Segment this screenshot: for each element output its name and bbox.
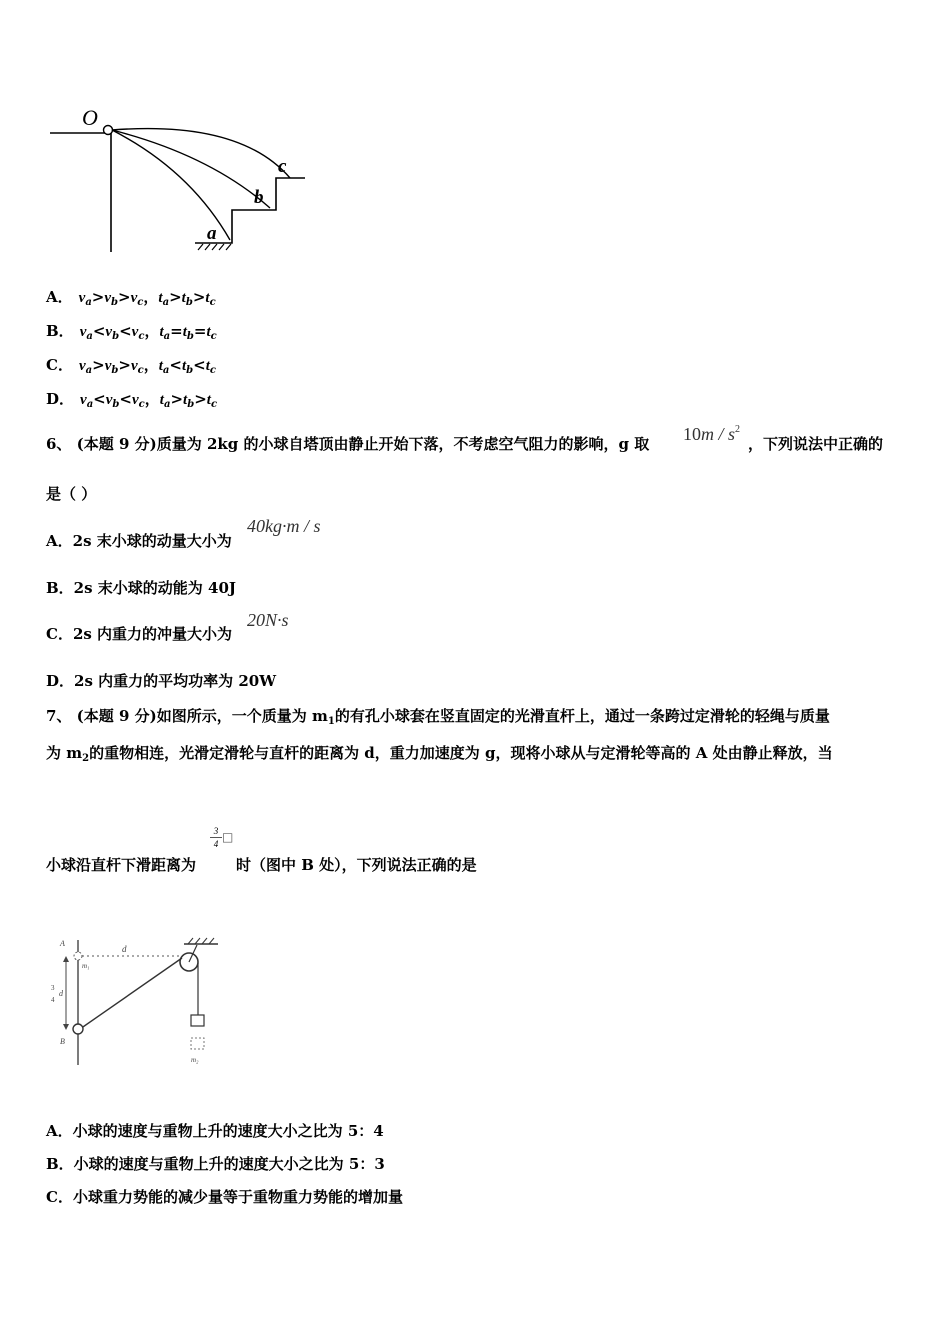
v-symbol: v [131, 324, 139, 340]
label-m1: m₁ [82, 962, 90, 970]
pulley-figure [42, 930, 242, 1070]
subscript-c: c [138, 331, 145, 342]
q6-option-b: B．2s 末小球的动能为 40J [46, 579, 236, 597]
rope-diagonal [80, 958, 182, 1029]
relation-operator: = [193, 322, 207, 340]
relation-operator: < [193, 356, 206, 374]
subscript-a: a [86, 331, 93, 342]
relation-operator: > [92, 356, 105, 374]
q7-stem-line1: 7、 (本题 9 分)如图所示，一个质量为 $m_1$的有孔小球套在竖直固定的光滑直杆上，通过一条跨过定滑轮的轻绳与质量 [46, 707, 830, 727]
arrow-34d-top [63, 956, 69, 962]
q6-option-c: C．2s 内重力的冲量大小为 [46, 625, 233, 643]
q7-option-a: A．小球的速度与重物上升的速度大小之比为 5：4 [46, 1122, 384, 1140]
label-d: d [122, 944, 127, 954]
v-symbol: v [105, 392, 113, 408]
subscript-b: b [185, 297, 193, 308]
relation-operator: < [119, 390, 132, 408]
ground-hatch [198, 244, 231, 250]
subscript-a: a [162, 297, 170, 308]
relation-operator: < [169, 356, 182, 374]
q5-option-a [46, 287, 216, 313]
t-symbol: t [158, 358, 163, 374]
t-symbol: t [206, 324, 211, 340]
t-symbol: t [159, 392, 164, 408]
t-symbol: t [183, 392, 188, 408]
v-symbol: v [78, 358, 86, 374]
q6-stem-part2: ，下列说法中正确的 [748, 435, 884, 453]
t-symbol: t [158, 290, 163, 306]
v-symbol: v [78, 290, 86, 306]
subscript-a: a [163, 399, 171, 410]
weight-m2-dashed [191, 1038, 204, 1049]
subscript-c: c [210, 399, 218, 410]
relation-operator: < [93, 390, 106, 408]
q7-fraction-box: □ [222, 830, 234, 844]
q6-stem-line1 [46, 434, 649, 454]
projectile-figure [40, 100, 320, 260]
weight-m2 [191, 1015, 204, 1026]
subscript-a: a [86, 399, 94, 410]
q7-stem-line2: 为 $m_2$的重物相连，光滑定滑轮与直杆的距离为 d，重力加速度为 g，现将小球从与定滑轮等高的 A 处由静止释放，当 [46, 744, 833, 764]
label-a: a [207, 223, 217, 244]
separator: ， [144, 390, 160, 408]
subscript-a: a [85, 365, 93, 376]
subscript-c: c [210, 331, 217, 342]
relation-operator: < [92, 322, 106, 340]
t-symbol: t [182, 324, 187, 340]
q7-option-c: C．小球重力势能的减少量等于重物重力势能的增加量 [46, 1188, 403, 1206]
label-A: A [60, 939, 65, 948]
subscript-b: b [111, 297, 119, 308]
relation-operator: < [119, 322, 132, 340]
ball-a-position [74, 952, 82, 960]
subscript-a: a [163, 331, 171, 342]
q6-option-c-math: 20N·s [247, 610, 289, 630]
q5-option-d [46, 389, 217, 415]
relation-operator: > [118, 288, 131, 306]
relation-operator: > [194, 390, 207, 408]
separator: ， [144, 322, 160, 340]
q6-option-d: D．2s 内重力的平均功率为 20W [46, 672, 277, 690]
separator: ， [143, 356, 159, 374]
t-symbol: t [159, 324, 164, 340]
q6-stem-part1: 6、 (本题 9 分)质量为 2kg 的小球自塔顶由静止开始下落，不考虑空气阻力的影响，g 取 [46, 435, 650, 453]
q7-option-b: B．小球的速度与重物上升的速度大小之比为 5：3 [46, 1155, 385, 1173]
q5-option-b [46, 321, 217, 347]
v-symbol: v [132, 392, 139, 408]
v-symbol: v [104, 290, 112, 306]
v-symbol: v [105, 324, 113, 340]
arrow-34d-bottom [63, 1024, 69, 1030]
q6-stem-line2: 是（ ） [46, 485, 97, 503]
q6-option-a-math: 40kg·m / s [247, 516, 321, 536]
t-symbol: t [181, 358, 187, 374]
label-B: B [60, 1037, 65, 1046]
t-symbol: t [206, 392, 211, 408]
option-letter: A． [46, 288, 73, 306]
subscript-c: c [137, 297, 144, 308]
ball-b [73, 1024, 83, 1034]
q7-fraction: 3 4 [210, 826, 222, 849]
subscript-b: b [187, 399, 195, 410]
label-34-num: 3 [51, 984, 55, 992]
q5-option-c [46, 355, 216, 381]
label-c: c [278, 156, 287, 177]
subscript-c: c [138, 399, 145, 410]
relation-operator: = [170, 322, 183, 340]
separator: ， [143, 288, 159, 306]
ceiling-hatch [188, 938, 214, 944]
label-34-den: 4 [51, 996, 55, 1004]
label-o: O [82, 105, 98, 130]
subscript-b: b [112, 331, 120, 342]
v-symbol: v [80, 392, 87, 408]
v-symbol: v [130, 290, 138, 306]
v-symbol: v [130, 358, 138, 374]
relation-operator: > [91, 288, 105, 306]
subscript-a: a [85, 297, 92, 308]
t-symbol: t [205, 358, 210, 374]
option-letter: B． [46, 322, 74, 340]
subscript-b: b [186, 365, 194, 376]
q7-stem-line3a: 小球沿直杆下滑距离为 [46, 856, 197, 874]
relation-operator: > [170, 390, 184, 408]
relation-operator: > [192, 288, 206, 306]
subscript-c: c [137, 365, 144, 376]
q7-stem-line3b: 时（图中 B 处），下列说法正确的是 [236, 856, 477, 874]
label-m2: m₂ [191, 1056, 199, 1064]
option-letter: C． [46, 356, 73, 374]
subscript-b: b [186, 331, 194, 342]
t-symbol: t [181, 290, 186, 306]
subscript-c: c [209, 297, 216, 308]
label-34-d: d [59, 989, 63, 998]
subscript-b: b [112, 399, 120, 410]
v-symbol: v [79, 324, 87, 340]
label-b: b [254, 187, 264, 208]
subscript-a: a [162, 365, 170, 376]
v-symbol: v [104, 358, 112, 374]
t-symbol: t [205, 290, 210, 306]
q6-option-a: A．2s 末小球的动量大小为 [46, 532, 232, 550]
relation-operator: > [118, 356, 131, 374]
relation-operator: > [169, 288, 182, 306]
trajectory-b [112, 130, 270, 208]
subscript-c: c [209, 365, 216, 376]
trajectory-c [112, 129, 290, 178]
subscript-b: b [111, 365, 119, 376]
option-letter: D． [46, 390, 75, 408]
q6-g-value: $10m / s^2$ [683, 424, 741, 444]
launch-point [104, 126, 113, 135]
